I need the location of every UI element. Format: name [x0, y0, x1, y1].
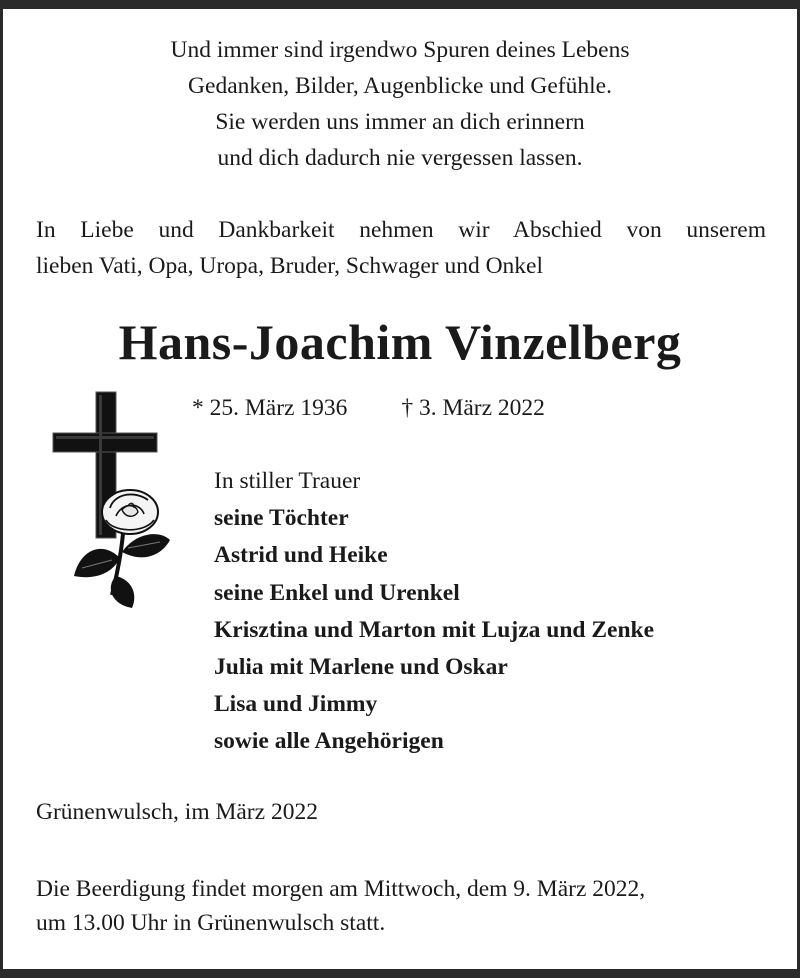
- farewell-text: [36, 212, 766, 284]
- poem-line: Gedanken, Bilder, Augenblicke und Gefühle.: [188, 73, 612, 99]
- cross-with-rose-icon: [52, 390, 174, 612]
- life-dates: [192, 392, 545, 424]
- poem-line: Und immer sind irgendwo Spuren deines Lebens: [170, 37, 630, 63]
- mourner-line: Lisa und Jimmy: [214, 691, 378, 718]
- mourner-line: seine Töchter: [214, 505, 349, 532]
- funeral-line: um 13.00 Uhr in Grünenwulsch statt.: [36, 910, 386, 936]
- death-date: † 3. März 2022: [401, 395, 545, 421]
- farewell-line: In Liebe und Dankbarkeit nehmen wir Abschied von unserem: [36, 217, 766, 243]
- poem-line: Sie werden uns immer an dich erinnern: [215, 109, 585, 135]
- mourner-line: Astrid und Heike: [214, 542, 388, 569]
- mourner-line: seine Enkel und Urenkel: [214, 579, 460, 606]
- mourner-line: Julia mit Marlene und Oskar: [214, 654, 508, 681]
- farewell-line: lieben Vati, Opa, Uropa, Bruder, Schwager und Onkel: [36, 253, 544, 279]
- funeral-notice: [36, 872, 645, 940]
- poem-line: und dich dadurch nie vergessen lassen.: [217, 145, 583, 171]
- place-and-date: Grünenwulsch, im März 2022: [36, 799, 318, 825]
- birth-date: * 25. März 1936: [192, 395, 348, 421]
- mourner-line: sowie alle Angehörigen: [214, 728, 444, 755]
- deceased-name: Hans-Joachim Vinzelberg: [118, 314, 682, 370]
- mourning-heading: In stiller Trauer: [214, 468, 361, 494]
- mourners-list: [214, 463, 654, 761]
- mourner-line: Krisztina und Marton mit Lujza und Zenke: [214, 616, 655, 643]
- memorial-poem: [0, 32, 800, 176]
- funeral-line: Die Beerdigung findet morgen am Mittwoch, dem 9. März 2022,: [36, 876, 646, 902]
